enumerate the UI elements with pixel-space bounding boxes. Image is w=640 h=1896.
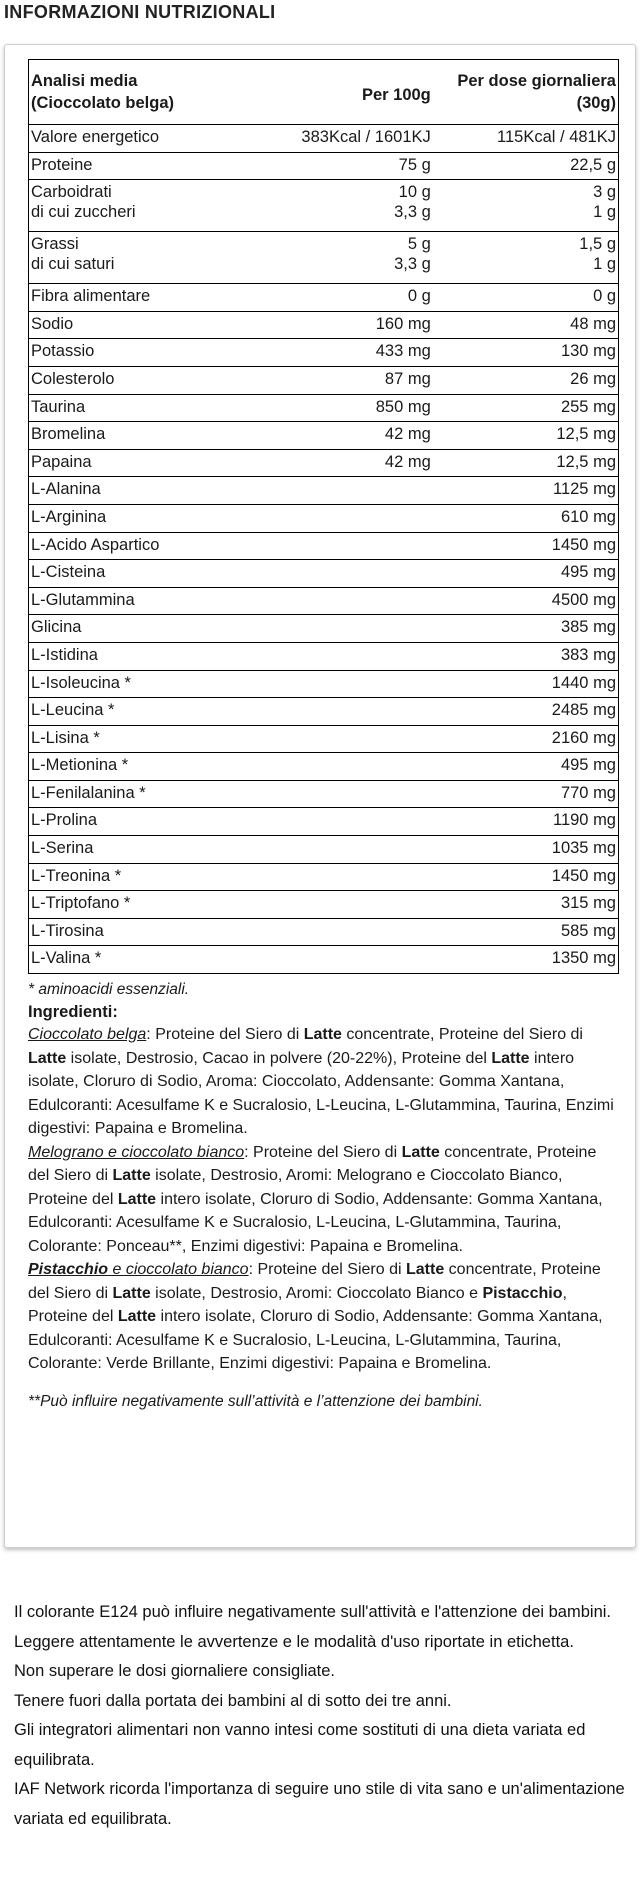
- header-per-dose-text: Per dose giornaliera (30g): [457, 72, 616, 112]
- notice-line: Tenere fuori dalla portata dei bambini al di sotto dei tre anni.: [14, 1691, 452, 1710]
- table-row: [29, 946, 619, 974]
- notice-line: IAF Network ricorda l'importanza di seguire uno stile di vita sano e un'alimentazione variata ed equilibrata.: [14, 1780, 625, 1828]
- allergen-text: Latte: [491, 1049, 530, 1067]
- essential-amino-footnote: * aminoacidi essenziali.: [28, 981, 190, 999]
- nutrient-name: L-Acido Aspartico: [29, 532, 264, 560]
- nutrient-name: Colesterolo: [29, 366, 264, 394]
- table-row: [29, 587, 619, 615]
- value-per-100g: 42 mg: [263, 449, 433, 477]
- notice-line: Non superare le dosi giornaliere consigliate.: [14, 1662, 336, 1680]
- value-per-dose: 1190 mg: [433, 808, 619, 836]
- value-per-100g: 0 g: [263, 284, 433, 312]
- value-per-dose: 383 mg: [433, 642, 619, 670]
- table-row: [29, 180, 619, 232]
- ingredient-text: concentrate, Proteine del Siero di: [341, 1026, 583, 1044]
- nutrition-table: [28, 59, 619, 974]
- ingredient-text: intero isolate, Cloruro di Sodio, Addensante: Gomma Xantana, Edulcoranti: Acesulfame K e Sucralosio, L-Leucina, L-Glutammina, Taurina, Colorante: Verde Brillante, Enzimi digestivi: Papaina e Bromelina.: [28, 1308, 603, 1373]
- value-per-100g: 75 g: [263, 152, 433, 180]
- table-row: [29, 642, 619, 670]
- ingredient-text: , Proteine del: [28, 1284, 567, 1326]
- table-row: [29, 836, 619, 864]
- table-row: [29, 366, 619, 394]
- nutrient-name: L-Metionina *: [29, 753, 264, 781]
- nutrition-panel: [4, 44, 636, 1548]
- nutrient-name: L-Leucina *: [29, 698, 264, 726]
- value-per-dose: 4500 mg: [433, 587, 619, 615]
- table-row: [29, 918, 619, 946]
- ingredients-heading: Ingredienti:: [28, 1003, 118, 1022]
- page-title: INFORMAZIONI NUTRIZIONALI: [4, 2, 276, 22]
- nutrient-name: Carboidrati di cui zuccheri: [29, 180, 264, 232]
- nutrient-name: L-Istidina: [29, 642, 264, 670]
- nutrient-name: Sodio: [29, 311, 264, 339]
- value-per-dose: 22,5 g: [433, 152, 619, 180]
- nutrient-name: L-Serina: [29, 836, 264, 864]
- flavor-name: e cioccolato bianco: [108, 1261, 249, 1279]
- nutrient-name: L-Arginina: [29, 504, 264, 532]
- value-per-dose: 26 mg: [433, 366, 619, 394]
- table-row: [29, 449, 619, 477]
- header-per-100g-text: Per 100g: [361, 86, 431, 104]
- warning-note: **Può influire negativamente sull’attività e l’attenzione dei bambini.: [28, 1392, 483, 1410]
- value-per-dose: 1035 mg: [433, 836, 619, 864]
- nutrient-name: L-Fenilalanina *: [29, 780, 264, 808]
- value-per-dose: 130 mg: [433, 339, 619, 367]
- value-per-100g: [263, 587, 433, 615]
- table-row: [29, 477, 619, 505]
- value-per-dose: 1,5 g 1 g: [433, 232, 619, 284]
- value-per-100g: [263, 863, 433, 891]
- nutrient-name: L-Cisteina: [29, 560, 264, 588]
- nutrient-name: L-Valina *: [29, 946, 264, 974]
- value-per-100g: 383Kcal / 1601KJ: [301, 128, 431, 146]
- ingredient-text: intero isolate, Cloruro di Sodio, Aroma: Cioccolato, Addensante: Gomma Xantana, Edulcoranti: Acesulfame K e Sucralosio, L-Leucina, L-Glutammina, Taurina, Enzimi digestivi: Papaina e Bromelina.: [28, 1049, 614, 1138]
- allergen-text: Pistacchio: [482, 1284, 563, 1302]
- table-row: [29, 753, 619, 781]
- value-per-100g: [263, 615, 433, 643]
- ingredient-paragraph: [28, 1258, 619, 1376]
- table-row: [29, 311, 619, 339]
- header-per-dose: [433, 60, 619, 125]
- table-row: [29, 725, 619, 753]
- value-per-100g: [263, 725, 433, 753]
- bottom-notes: [14, 1598, 630, 1834]
- table-row: [29, 560, 619, 588]
- table-row: [29, 232, 619, 284]
- ingredient-text: concentrate, Proteine del Siero di: [28, 1261, 601, 1302]
- value-per-100g: 850 mg: [263, 394, 433, 422]
- value-per-dose: 1450 mg: [433, 863, 619, 891]
- nutrient-name: Bromelina: [29, 422, 264, 450]
- value-per-dose: 48 mg: [433, 311, 619, 339]
- nutrient-name: L-Treonina *: [29, 863, 264, 891]
- value-per-dose: 610 mg: [433, 504, 619, 532]
- flavor-name: Cioccolato belga: [28, 1026, 147, 1044]
- value-per-100g: 5 g 3,3 g: [263, 232, 433, 284]
- nutrient-name: L-Lisina *: [29, 725, 264, 753]
- nutrient-name: L-Alanina: [29, 477, 264, 505]
- value-per-dose: 2485 mg: [433, 698, 619, 726]
- value-per-dose: 1350 mg: [433, 946, 619, 974]
- value-per-100g: [263, 808, 433, 836]
- value-per-100g: 160 mg: [263, 311, 433, 339]
- allergen-text: Latte: [112, 1284, 151, 1302]
- notice-line: Leggere attentamente le avvertenze e le modalità d'uso riportate in etichetta.: [14, 1632, 574, 1651]
- table-row: [29, 615, 619, 643]
- value-per-dose: 495 mg: [433, 560, 619, 588]
- table-row: [29, 808, 619, 836]
- value-per-dose: 770 mg: [433, 780, 619, 808]
- value-per-dose: 255 mg: [433, 394, 619, 422]
- table-body: [29, 125, 619, 974]
- nutrient-name: Valore energetico: [31, 128, 160, 146]
- value-per-dose: 1440 mg: [433, 670, 619, 698]
- value-per-100g: 433 mg: [263, 339, 433, 367]
- value-per-dose: 115Kcal / 481KJ: [497, 128, 616, 146]
- table-row: [29, 891, 619, 919]
- table-row: [29, 670, 619, 698]
- value-per-dose: 315 mg: [433, 891, 619, 919]
- value-per-dose: 0 g: [433, 284, 619, 312]
- ingredient-text: isolate, Destrosio, Aromi: Melograno e Cioccolato Bianco, Proteine del: [28, 1167, 563, 1208]
- value-per-dose: 3 g 1 g: [433, 180, 619, 232]
- allergen-text: Latte: [112, 1167, 151, 1185]
- nutrient-name: Taurina: [29, 394, 264, 422]
- value-per-dose: 12,5 mg: [433, 422, 619, 450]
- nutrient-name: Fibra alimentare: [29, 284, 264, 312]
- table-row: [29, 863, 619, 891]
- table-row: [29, 284, 619, 312]
- allergen-text: Latte: [117, 1308, 157, 1326]
- nutrient-name: Glicina: [29, 615, 264, 643]
- notice-line: Gli integratori alimentari non vanno intesi come sostituti di una dieta variata ed equilibrata.: [14, 1721, 586, 1769]
- value-per-dose: 1125 mg: [433, 477, 619, 505]
- nutrient-name: Potassio: [29, 339, 264, 367]
- notice-line: Il colorante E124 può influire negativamente sull'attività e l'attenzione dei bambini.: [14, 1603, 611, 1621]
- table-row: [29, 339, 619, 367]
- flavor-name: Pistacchio: [28, 1261, 109, 1279]
- table-row: [29, 394, 619, 422]
- ingredient-text: intero isolate, Cloruro di Sodio, Addensante: Gomma Xantana, Edulcoranti: Acesulfame K e Sucralosio, L-Leucina, L-Glutammina, Taurina, Colorante: Ponceau**, Enzimi digestivi: Papaina e Bromelina.: [28, 1190, 603, 1255]
- value-per-dose: 1450 mg: [433, 532, 619, 560]
- header-analysis-text: Analisi media (Cioccolato belga): [31, 72, 175, 112]
- value-per-100g: [263, 946, 433, 974]
- ingredient-paragraph: [28, 1023, 619, 1141]
- ingredient-text: isolate, Destrosio, Cacao in polvere (20-22%), Proteine del: [66, 1049, 492, 1067]
- nutrient-name: Grassi di cui saturi: [29, 232, 264, 284]
- table-row: [29, 125, 619, 153]
- value-per-100g: [263, 891, 433, 919]
- header-per-100g: [263, 60, 433, 125]
- value-per-100g: [263, 532, 433, 560]
- nutrient-name: Papaina: [29, 449, 264, 477]
- nutrient-name: L-Tirosina: [29, 918, 264, 946]
- value-per-100g: [263, 780, 433, 808]
- nutrient-name: L-Isoleucina *: [29, 670, 264, 698]
- value-per-100g: 10 g 3,3 g: [263, 180, 433, 232]
- ingredient-text: : Proteine del Siero di: [244, 1143, 402, 1161]
- value-per-dose: 2160 mg: [433, 725, 619, 753]
- nutrient-name: L-Glutammina: [29, 587, 264, 615]
- value-per-100g: [263, 836, 433, 864]
- table-row: [29, 698, 619, 726]
- nutrient-name: L-Triptofano *: [29, 891, 264, 919]
- ingredient-text: concentrate, Proteine del Siero di: [28, 1143, 597, 1185]
- nutrient-name: L-Prolina: [29, 808, 264, 836]
- nutrition-content: [28, 59, 619, 1412]
- value-per-100g: [263, 670, 433, 698]
- header-analysis: [29, 60, 264, 125]
- flavor-name: Melograno e cioccolato bianco: [28, 1143, 245, 1161]
- ingredient-text: isolate, Destrosio, Aromi: Cioccolato Bianco e: [150, 1284, 483, 1302]
- ingredients-list: [28, 1023, 619, 1376]
- table-row: [29, 532, 619, 560]
- value-per-100g: [263, 753, 433, 781]
- ingredient-paragraph: [28, 1141, 619, 1259]
- value-per-100g: [263, 560, 433, 588]
- value-per-100g: 42 mg: [263, 422, 433, 450]
- table-header-row: [29, 60, 619, 125]
- allergen-text: Latte: [117, 1190, 157, 1208]
- value-per-dose: 585 mg: [433, 918, 619, 946]
- ingredient-text: : Proteine del Siero di: [248, 1261, 406, 1279]
- table-row: [29, 504, 619, 532]
- allergen-text: Latte: [303, 1026, 342, 1044]
- value-per-100g: 87 mg: [263, 366, 433, 394]
- value-per-100g: [263, 477, 433, 505]
- allergen-text: Latte: [28, 1049, 67, 1067]
- value-per-100g: [263, 918, 433, 946]
- ingredient-text: : Proteine del Siero di: [146, 1026, 304, 1044]
- allergen-text: Latte: [405, 1261, 445, 1279]
- value-per-100g: [263, 504, 433, 532]
- value-per-dose: 12,5 mg: [433, 449, 619, 477]
- value-per-dose: 385 mg: [433, 615, 619, 643]
- table-row: [29, 780, 619, 808]
- allergen-text: Latte: [401, 1143, 440, 1161]
- value-per-dose: 495 mg: [433, 753, 619, 781]
- table-row: [29, 422, 619, 450]
- nutrient-name: Proteine: [29, 152, 264, 180]
- value-per-100g: [263, 642, 433, 670]
- value-per-100g: [263, 698, 433, 726]
- table-row: [29, 152, 619, 180]
